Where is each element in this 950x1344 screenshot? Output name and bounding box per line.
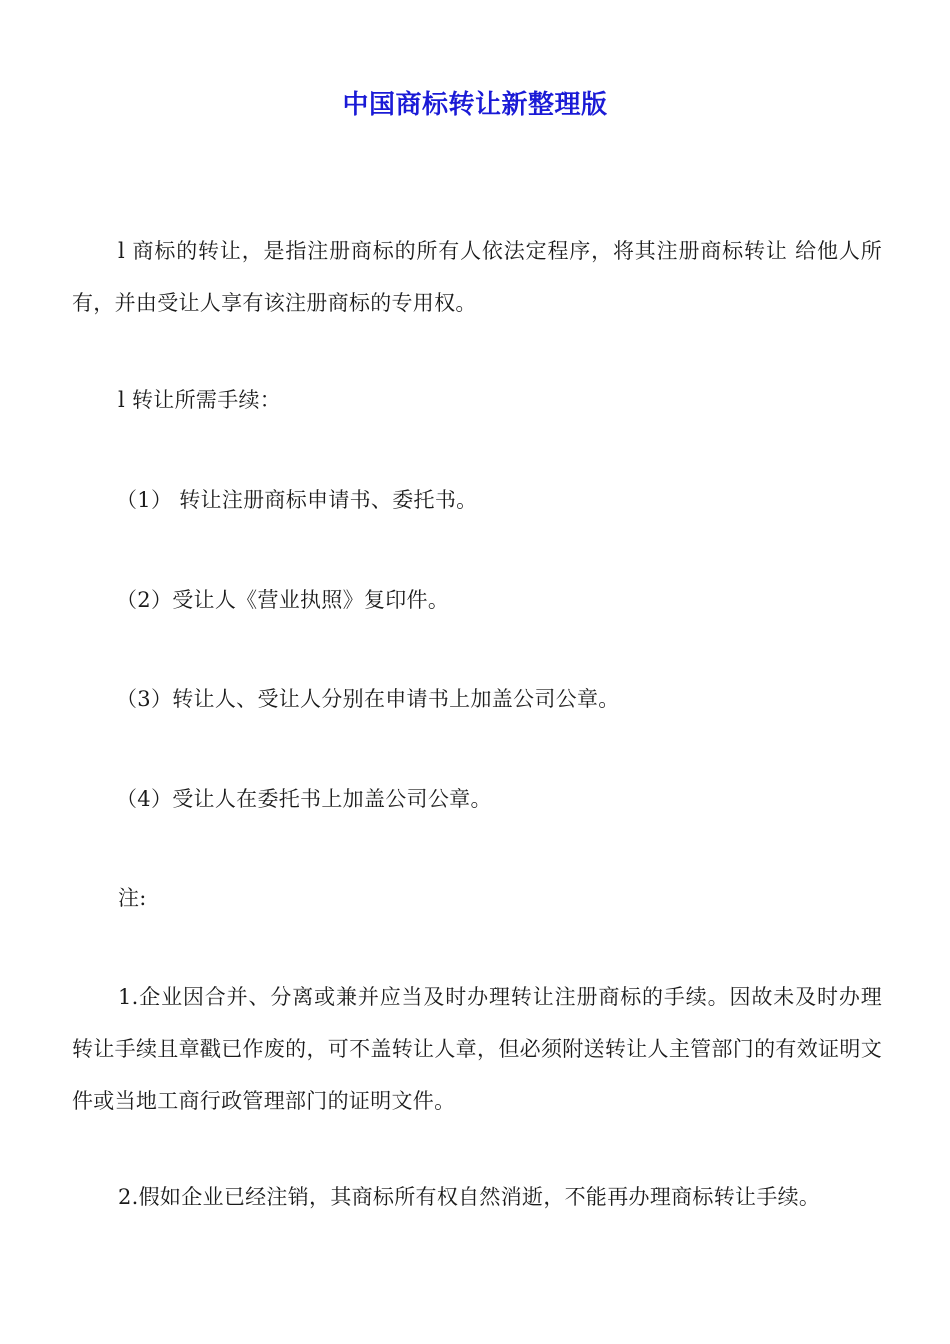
paragraph-transfer-definition [72, 225, 882, 329]
list-item-1 [72, 474, 882, 526]
paragraph-text: （3）转让人、受让人分别在申请书上加盖公司公章。 [116, 687, 620, 711]
document-title: 中国商标转让新整理版 [342, 90, 608, 120]
note-item-1 [72, 971, 882, 1127]
paragraph-text: （4）受让人在委托书上加盖公司公章。 [116, 787, 492, 811]
paragraph-text: 2.假如企业已经注销，其商标所有权自然消逝，不能再办理商标转让手续。 [118, 1185, 821, 1209]
list-item-4 [72, 773, 882, 825]
paragraph-text: 注: [118, 886, 147, 910]
list-item-2 [72, 574, 882, 626]
paragraph-text: l 转让所需手续： [118, 388, 282, 412]
paragraph-text: l 商标的转让，是指注册商标的所有人依法定程序，将其注册商标转让 给他人所有，并由受让人享有该注册商标的专用权。 [72, 239, 882, 315]
note-item-2 [72, 1171, 882, 1223]
paragraph-text: （1） 转让注册商标申请书、委托书。 [116, 488, 478, 512]
list-item-3 [72, 673, 882, 725]
paragraph-text: 1.企业因合并、分离或兼并应当及时办理转让注册商标的手续。因故未及时办理转让手续且章戳已作废的，可不盖转让人章，但必须附送转让人主管部门的有效证明文件或当地工商行政管理部门的证明文件。 [72, 985, 882, 1113]
paragraph-text: （2）受让人《营业执照》复印件。 [116, 588, 450, 612]
note-heading [72, 872, 882, 924]
paragraph-procedures-heading [72, 374, 882, 426]
